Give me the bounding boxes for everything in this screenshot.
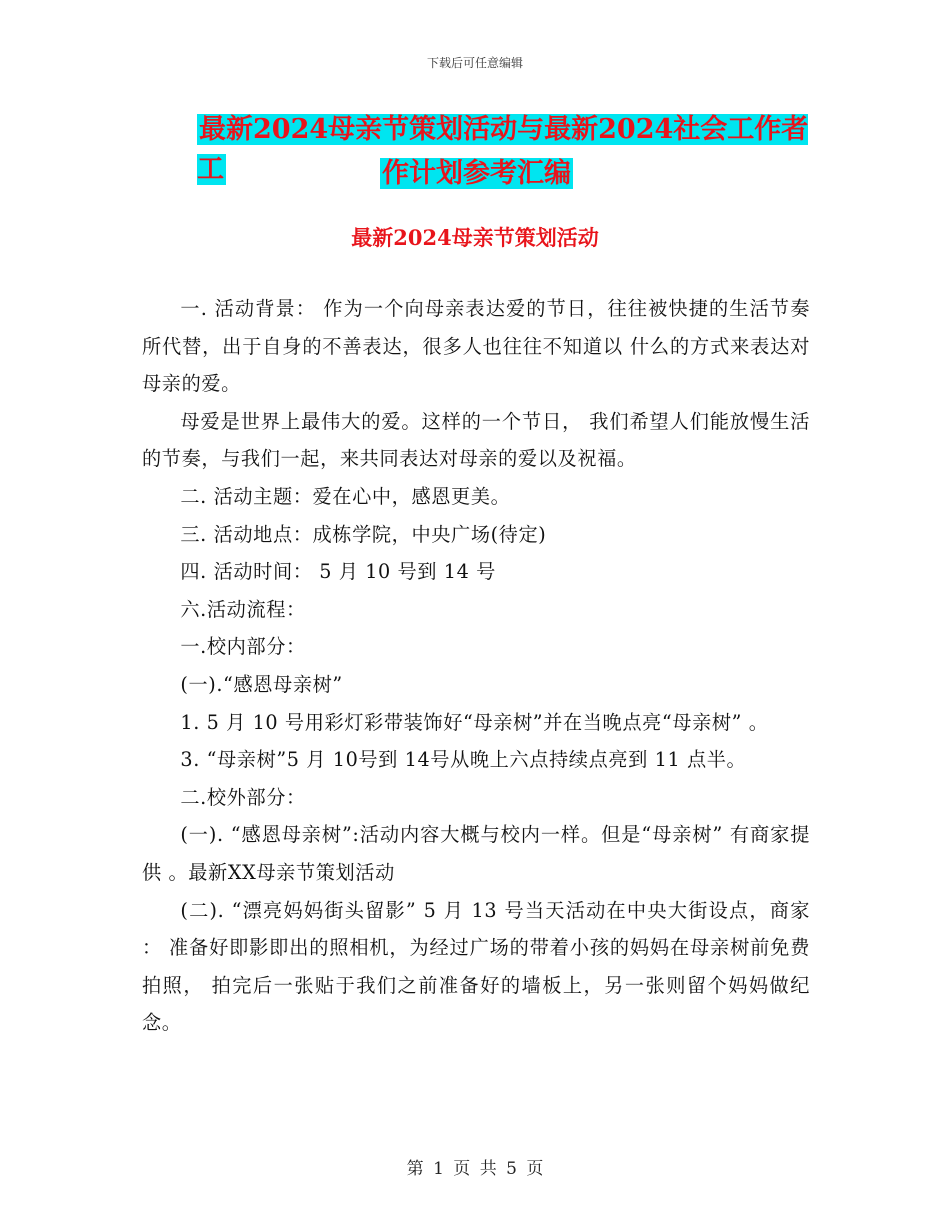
paragraph: (二). “漂亮妈妈街头留影” 5 月 13 号当天活动在中央大街设点，商家 ： 准备好即影即出的照相机，为经过广场的带着小孩的妈妈在母亲树前免费拍照， 拍完后一张贴于我们之前准备好的墙板上，另一张则留个妈妈做纪念。 [142,898,810,1035]
paragraph: 六.活动流程： [180,597,306,621]
document-body [142,290,810,1042]
paragraph: 二. 活动主题：爱在心中，感恩更美。 [180,484,511,508]
paragraph: 1. 5 月 10 号用彩灯彩带装饰好“母亲树”并在当晚点亮“母亲树” 。 [180,710,769,734]
section-title: 最新2024母亲节策划活动 [351,225,599,250]
paragraph: 一.校内部分： [180,635,306,659]
paragraph: 四. 活动时间： 5 月 10 号到 14 号 [180,560,496,584]
page-footer: 第 1 页 共 5 页 [406,1159,544,1179]
document-title-line-1: 最新2024母亲节策划活动与最新2024社会工作者工 [197,114,809,185]
document-title-line-2: 作计划参考汇编 [382,158,571,189]
paragraph: 3. “母亲树”5 月 10号到 14号从晚上六点持续点亮到 11 点半。 [180,748,747,772]
header-note: 下载后可任意编辑 [426,56,523,70]
paragraph: 一. 活动背景： 作为一个向母亲表达爱的节日，往往被快捷的生活节奏所代替，出于自身的不善表达，很多人也往往不知道以 什么的方式来表达对母亲的爱。 [142,297,810,396]
paragraph: 三. 活动地点：成栋学院，中央广场(待定) [180,522,547,546]
paragraph: 母爱是世界上最伟大的爱。这样的一个节日， 我们希望人们能放慢生活的节奏，与我们一起，来共同表达对母亲的爱以及祝福。 [142,409,810,471]
paragraph: (一).“感恩母亲树” [180,672,343,696]
paragraph: 二.校外部分： [180,785,306,809]
paragraph: (一). “感恩母亲树”:活动内容大概与校内一样。但是“母亲树” 有商家提供 。最新XX母亲节策划活动 [142,823,810,884]
